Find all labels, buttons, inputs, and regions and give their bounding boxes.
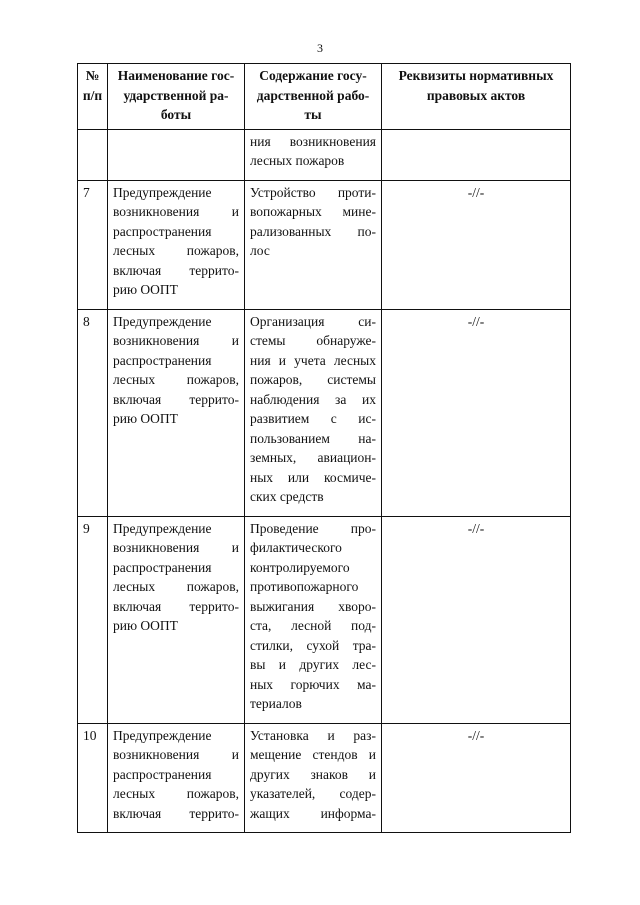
works-table	[77, 63, 571, 833]
header-requisites-line: правовых актов	[426, 87, 526, 103]
row-number	[78, 129, 108, 180]
work-content-line: ных горючих ма-	[250, 676, 376, 692]
work-content-line: вы и других лес-	[250, 657, 376, 672]
work-content-line: указателей, содер-	[250, 786, 376, 801]
header-name-line: боты	[160, 107, 192, 122]
work-content-line: ских средств	[250, 489, 324, 504]
work-name-line: распространения	[113, 352, 212, 368]
page-number: 3	[317, 41, 323, 55]
work-name-line: лесных пожаров,	[113, 243, 239, 258]
work-name-line: лесных пожаров,	[113, 579, 239, 594]
header-num-line: п/п	[82, 87, 103, 103]
work-content-line: пожаров, системы	[250, 372, 376, 387]
work-name-cell	[108, 180, 245, 309]
table-row	[78, 309, 571, 516]
work-content-cell	[245, 516, 382, 723]
table-row	[78, 180, 571, 309]
header-content-line: ты	[304, 107, 322, 122]
work-content-line: Проведение про-	[250, 520, 376, 536]
work-content-line: ния и учета лесных	[250, 352, 376, 368]
work-content-line: вопожарных мине-	[250, 204, 376, 219]
work-name-line: лесных пожаров,	[113, 372, 239, 387]
header-requisites	[382, 64, 571, 130]
table-body	[78, 129, 571, 833]
work-content-cell	[245, 309, 382, 516]
work-name-line: включая террито-	[113, 805, 239, 821]
table-row	[78, 723, 571, 833]
work-name-cell	[108, 516, 245, 723]
header-content-line: Содержание госу-	[259, 68, 367, 83]
work-content-line: Устройство проти-	[250, 184, 376, 200]
table-row	[78, 516, 571, 723]
work-name-line: распространения	[113, 559, 212, 575]
work-content-line: лос	[250, 243, 270, 258]
work-content-cell	[245, 180, 382, 309]
work-content-line: мещение стендов и	[250, 747, 376, 762]
work-content-line: противопожарного	[250, 579, 359, 594]
requisites-cell: -//-	[382, 516, 571, 723]
header-requisites-line: Реквизиты нормативных	[398, 68, 554, 83]
work-name-line: Предупреждение	[113, 184, 212, 200]
work-content-line: филактического	[250, 540, 342, 555]
work-name-line: рию ООПТ	[113, 411, 178, 426]
work-content-line: лесных пожаров	[250, 153, 345, 168]
work-content-line: контролируемого	[250, 559, 350, 575]
work-content-line: ста, лесной под-	[250, 618, 376, 633]
requisites-cell: -//-	[382, 723, 571, 833]
row-number: 9	[78, 516, 108, 723]
work-content-line: териалов	[250, 696, 302, 711]
header-name-line: ударственной ра-	[123, 87, 229, 103]
work-content-line: выжигания хворо-	[250, 598, 376, 614]
requisites-cell	[382, 129, 571, 180]
work-name-line: Предупреждение	[113, 520, 212, 536]
work-content-cell	[245, 723, 382, 833]
header-name	[108, 64, 245, 130]
work-content-line: стемы обнаруже-	[250, 333, 376, 348]
row-number: 7	[78, 180, 108, 309]
work-name-line: возникновения и	[113, 747, 239, 762]
header-num	[78, 64, 108, 130]
work-name-line: рию ООПТ	[113, 618, 178, 633]
row-number: 10	[78, 723, 108, 833]
work-name-cell	[108, 129, 245, 180]
work-name-line: включая террито-	[113, 391, 239, 407]
header-name-line: Наименование гос-	[117, 68, 235, 83]
work-content-line: рализованных по-	[250, 223, 376, 239]
work-name-line: Предупреждение	[113, 313, 212, 329]
work-name-line: Предупреждение	[113, 727, 212, 743]
requisites-cell: -//-	[382, 180, 571, 309]
work-content-line: развитием с ис-	[250, 411, 376, 426]
row-number: 8	[78, 309, 108, 516]
work-name-line: включая террито-	[113, 598, 239, 614]
work-name-line: лесных пожаров,	[113, 786, 239, 801]
work-name-line: возникновения и	[113, 204, 239, 219]
work-content-line: наблюдения за их	[250, 391, 376, 407]
work-name-cell	[108, 723, 245, 833]
work-name-line: распространения	[113, 766, 212, 782]
work-content-line: Организация си-	[250, 313, 376, 329]
work-content-line: Установка и раз-	[250, 727, 376, 743]
work-name-line: возникновения и	[113, 333, 239, 348]
work-content-line: стилки, сухой тра-	[250, 637, 376, 653]
work-content-line: ных или космиче-	[250, 469, 376, 485]
header-content-line: дарственной рабо-	[256, 87, 370, 103]
work-content-cell	[245, 129, 382, 180]
work-content-line: земных, авиацион-	[250, 450, 376, 465]
work-name-line: включая террито-	[113, 262, 239, 278]
work-content-line: ния возникновения	[250, 133, 376, 149]
work-content-line: других знаков и	[250, 766, 376, 782]
requisites-cell: -//-	[382, 309, 571, 516]
table-header-row	[78, 64, 571, 130]
work-name-line: рию ООПТ	[113, 282, 178, 297]
header-num-line: №	[85, 68, 100, 83]
table-row	[78, 129, 571, 180]
work-content-line: жащих информа-	[250, 805, 376, 821]
work-content-line: пользованием на-	[250, 430, 376, 446]
work-name-line: распространения	[113, 223, 212, 239]
header-content	[245, 64, 382, 130]
work-name-cell	[108, 309, 245, 516]
work-name-line: возникновения и	[113, 540, 239, 555]
